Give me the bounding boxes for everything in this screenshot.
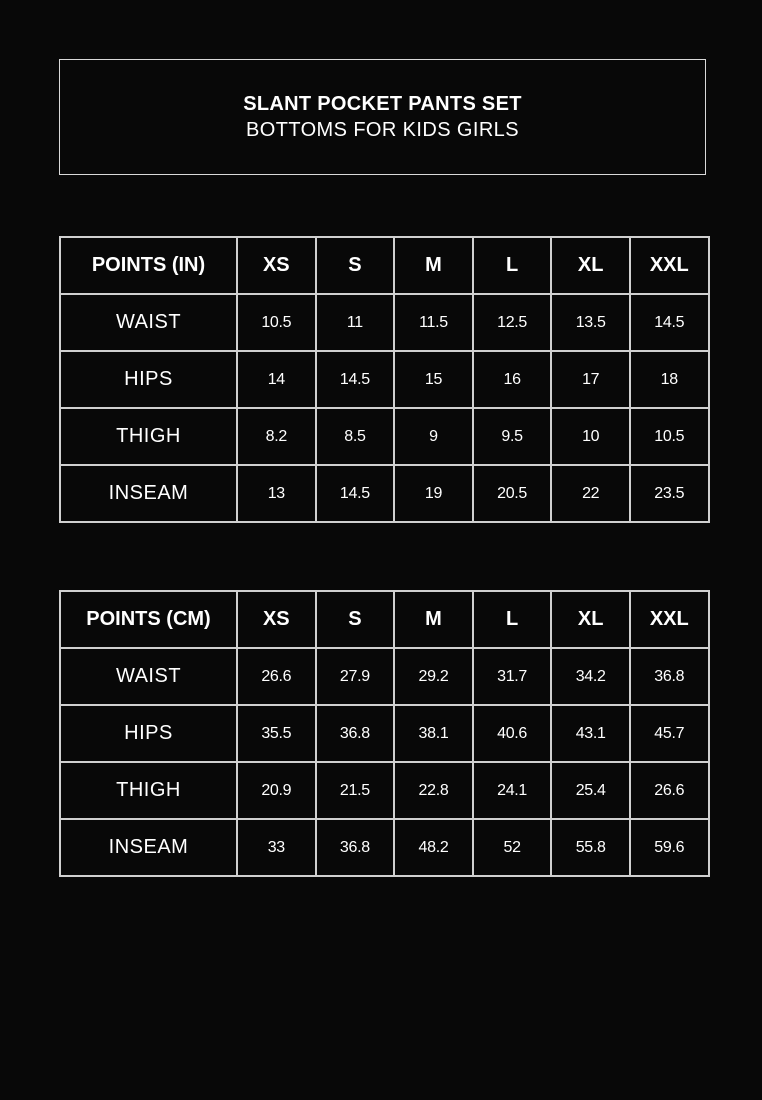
table-row [60, 294, 709, 351]
points-header: POINTS (IN) [60, 237, 237, 294]
table-cell: 35.5 [237, 705, 316, 762]
table-cell: 38.1 [394, 705, 473, 762]
table-cell: 11.5 [394, 294, 473, 351]
table-cell: 12.5 [473, 294, 552, 351]
table-cell: 16 [473, 351, 552, 408]
size-table-inches [59, 236, 710, 523]
size-header: M [394, 237, 473, 294]
table-cell: 21.5 [316, 762, 395, 819]
row-label: INSEAM [60, 465, 237, 522]
table-cell: 15 [394, 351, 473, 408]
table-cell: 26.6 [237, 648, 316, 705]
table-cell: 19 [394, 465, 473, 522]
product-title: SLANT POCKET PANTS SET [243, 93, 522, 115]
size-header: S [316, 237, 395, 294]
table-cell: 8.2 [237, 408, 316, 465]
table-cell: 40.6 [473, 705, 552, 762]
table-cell: 36.8 [316, 705, 395, 762]
size-header: XS [237, 237, 316, 294]
title-box [59, 59, 706, 175]
table-cell: 55.8 [551, 819, 630, 876]
product-subtitle: BOTTOMS FOR KIDS GIRLS [246, 119, 519, 141]
table-cell: 17 [551, 351, 630, 408]
table-cell: 22 [551, 465, 630, 522]
table-cell: 18 [630, 351, 709, 408]
size-header: XL [551, 237, 630, 294]
table-cell: 45.7 [630, 705, 709, 762]
table-cell: 14 [237, 351, 316, 408]
table-cell: 43.1 [551, 705, 630, 762]
table-cell: 10 [551, 408, 630, 465]
table-cell: 20.9 [237, 762, 316, 819]
table-cell: 36.8 [316, 819, 395, 876]
table-cell: 22.8 [394, 762, 473, 819]
table-cell: 13 [237, 465, 316, 522]
row-label: THIGH [60, 408, 237, 465]
table-cell: 14.5 [630, 294, 709, 351]
table-cell: 20.5 [473, 465, 552, 522]
row-label: THIGH [60, 762, 237, 819]
table-row [60, 648, 709, 705]
table-cell: 26.6 [630, 762, 709, 819]
table-cell: 24.1 [473, 762, 552, 819]
size-header: XS [237, 591, 316, 648]
row-label: HIPS [60, 705, 237, 762]
table-cell: 48.2 [394, 819, 473, 876]
table-cell: 52 [473, 819, 552, 876]
size-header: L [473, 237, 552, 294]
table-cell: 59.6 [630, 819, 709, 876]
size-table-centimeters [59, 590, 710, 877]
table-header-row [60, 237, 709, 294]
row-label: INSEAM [60, 819, 237, 876]
table-header-row [60, 591, 709, 648]
size-header: XXL [630, 591, 709, 648]
table-cell: 25.4 [551, 762, 630, 819]
size-header: XL [551, 591, 630, 648]
table-cell: 9 [394, 408, 473, 465]
table-cell: 29.2 [394, 648, 473, 705]
table-cell: 14.5 [316, 351, 395, 408]
size-header: XXL [630, 237, 709, 294]
table-row [60, 351, 709, 408]
table-cell: 34.2 [551, 648, 630, 705]
table-cell: 27.9 [316, 648, 395, 705]
table-cell: 11 [316, 294, 395, 351]
table-cell: 9.5 [473, 408, 552, 465]
table-cell: 10.5 [237, 294, 316, 351]
points-header: POINTS (CM) [60, 591, 237, 648]
table-row [60, 819, 709, 876]
row-label: HIPS [60, 351, 237, 408]
row-label: WAIST [60, 648, 237, 705]
table-cell: 36.8 [630, 648, 709, 705]
table-row [60, 465, 709, 522]
table-cell: 33 [237, 819, 316, 876]
table-row [60, 762, 709, 819]
table-cell: 13.5 [551, 294, 630, 351]
size-header: M [394, 591, 473, 648]
size-header: S [316, 591, 395, 648]
table-cell: 10.5 [630, 408, 709, 465]
size-header: L [473, 591, 552, 648]
table-cell: 31.7 [473, 648, 552, 705]
table-row [60, 408, 709, 465]
table-row [60, 705, 709, 762]
table-cell: 8.5 [316, 408, 395, 465]
table-cell: 23.5 [630, 465, 709, 522]
row-label: WAIST [60, 294, 237, 351]
table-cell: 14.5 [316, 465, 395, 522]
